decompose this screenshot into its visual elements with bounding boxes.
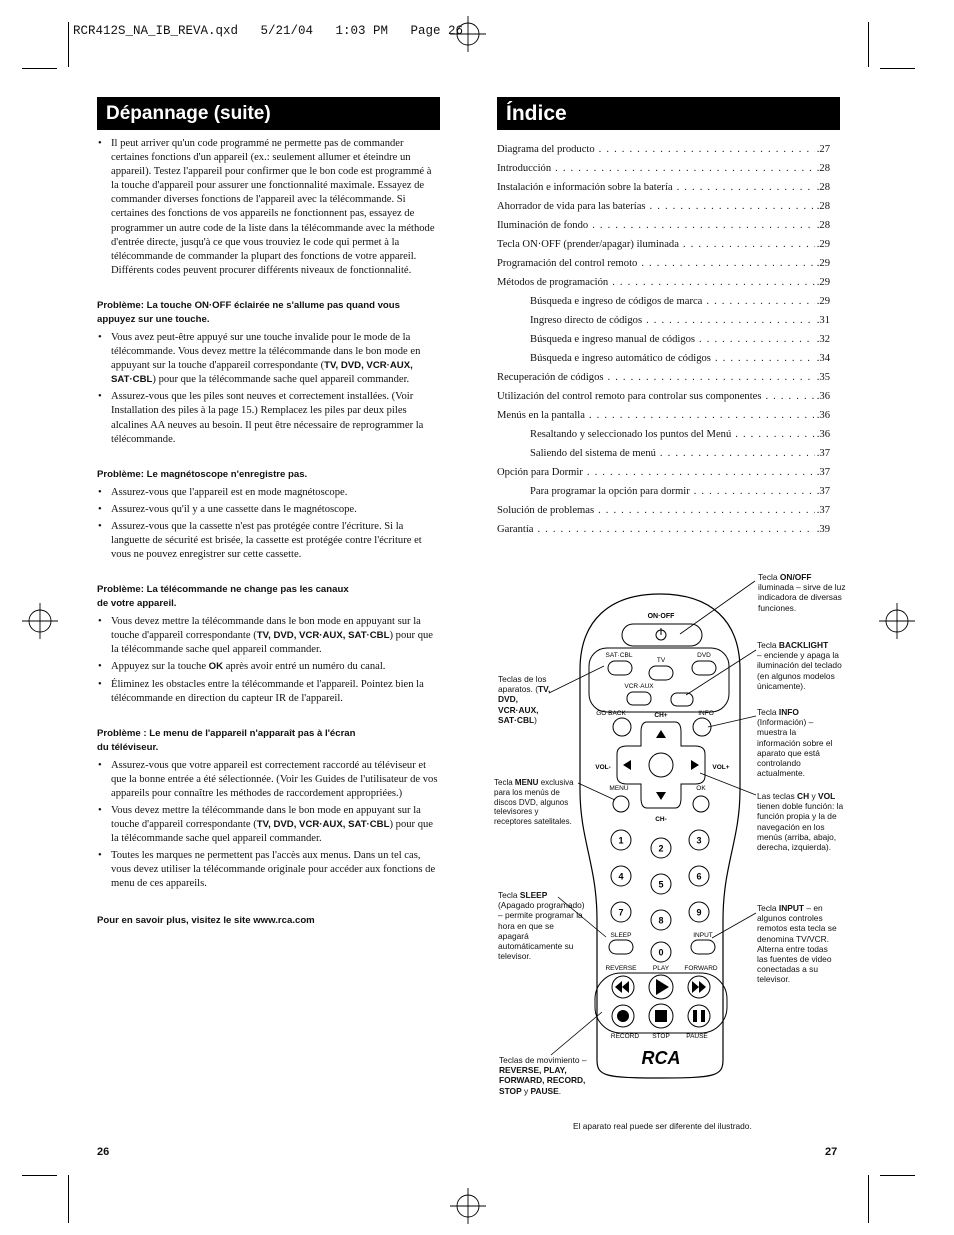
toc-entry-page: .28: [816, 182, 830, 193]
problem-heading: Problème: Le magnétoscope n'enregistre pas.: [97, 468, 308, 480]
toc-entry-title: Métodos de programación: [497, 277, 609, 288]
digit-label: 6: [696, 871, 702, 882]
forward-label: FORWARD: [684, 965, 718, 972]
toc-entry-title: Menús en la pantalla: [497, 410, 585, 421]
list-item: • Il peut arriver qu'un code programmé ne permette pas de commander certaines fonctions d'un appareil (ex.: seulement allumer et éteindre un appareil). Testez l'appareil pour confirmer que le bon code est programmé à la touche d'appareil pour assurer une fonctionnalité maximale. Essayez de commander diverses fonctions de l'appareil avec la télécommande. Si certaines des fonctions de vos appareils ne fonctionnent pas, essayez de programmer un autre code de la liste dans la télécommande avec la méthode d'entrée directe, jusqu'à ce que vous trouviez le code qui permet à la télécommande de commander la plupart des fonctions de votre appareil. Différents codes peuvent procurer différents niveaux de fonctionnalité.: [97, 137, 440, 278]
toc-entry-page: .28: [816, 163, 830, 174]
toc-entry-title: Garantía: [497, 524, 534, 535]
toc-entry-title: Opción para Dormir: [497, 467, 583, 478]
toc-entry-title: Programación del control remoto: [497, 258, 638, 269]
list-item: • Toutes les marques ne permettent pas l'accès aux menus. Dans un tel cas, vous devez utiliser la télécommande originale pour accéder aux fonctions de menu de ces appareils.: [97, 849, 440, 891]
ok-label: OK: [696, 785, 706, 792]
callout-backlight: Tecla BACKLIGHT – enciende y apaga la iluminación del teclado (en algunos modelos únicamente).: [757, 640, 842, 691]
toc-entry-title: Instalación e información sobre la batería: [497, 182, 673, 193]
toc-entry-page: .34: [816, 353, 830, 364]
disclaimer-note: El aparato real puede ser diferente del ilustrado.: [573, 1121, 752, 1131]
toc-entry-title: Búsqueda e ingreso manual de códigos: [530, 334, 696, 345]
toc-entry-title: Tecla ON·OFF (prender/apagar) iluminada: [497, 239, 679, 250]
callout-menu: Tecla MENU exclusiva para los menús de discos DVD, algunos televisores y receptores satelitales.: [494, 778, 574, 827]
toc-entry-title: Búsqueda e ingreso automático de códigos: [530, 353, 711, 364]
toc-entry-page: .35: [816, 372, 830, 383]
toc-entry-title: Ingreso directo de códigos: [530, 315, 643, 326]
toc-entry-page: .36: [816, 429, 830, 440]
page-number-left: 26: [97, 1146, 110, 1158]
go-back-label: GO BACK: [596, 710, 626, 717]
toc-entry-page: .28: [816, 201, 830, 212]
toc-entry-page: .32: [816, 334, 830, 345]
ch-plus-label: CH+: [654, 712, 668, 719]
list-item: • Assurez-vous que la cassette n'est pas protégée contre l'écriture. Si la languette de sécurité est brisée, la cassette est protégée contre l'écriture et vous ne pouvez enregistrer sur cette cassette.: [97, 520, 440, 562]
digit-label: 7: [618, 907, 624, 918]
toc-entry-title: Resaltando y seleccionado los puntos del Menú: [530, 429, 732, 440]
digit-label: 2: [658, 843, 664, 854]
callout-input: Tecla INPUT – en algunos controles remotos esta tecla se denomina TV/VCR. Alterna entre todas las fuentes de video conectadas a su televisor.: [757, 903, 837, 985]
callout-device-keys: Teclas de los aparatos. (TV, DVD, VCR·AUX, SAT·CBL): [498, 674, 551, 725]
list-item: • Vous devez mettre la télécommande dans le bon mode en appuyant sur la touche d'appareil correspondante (TV, DVD, VCR·AUX, SAT·CBL) pour que la télécommande sache quel appareil commander.: [97, 804, 440, 846]
toc-entry-page: .37: [816, 505, 830, 516]
digit-label: 8: [658, 915, 664, 926]
toc-entry-title: Saliendo del sistema de menú: [530, 448, 656, 459]
toc-entry-title: Búsqueda e ingreso de códigos de marca: [530, 296, 703, 307]
rca-logo: RCA: [641, 1048, 681, 1068]
toc-entry-title: Introducción: [497, 163, 552, 174]
vcr-aux-label: VCR·AUX: [624, 683, 654, 690]
toc-entry-title: Recuperación de códigos: [497, 372, 604, 383]
list-item: • Appuyez sur la touche OK après avoir entré un numéro du canal.: [97, 660, 440, 674]
toc-entry-page: .29: [816, 296, 830, 307]
toc-entry-page: .37: [816, 486, 830, 497]
stop-label: STOP: [652, 1033, 670, 1040]
toc-entry-page: .28: [816, 220, 830, 231]
sleep-label: SLEEP: [610, 932, 632, 939]
right-page-title: Índice: [497, 97, 840, 130]
left-page-title: Dépannage (suite): [97, 97, 440, 130]
digit-label: 5: [658, 879, 664, 890]
list-item: • Vous devez mettre la télécommande dans le bon mode en appuyant sur la touche d'appareil correspondante (TV, DVD, VCR·AUX, SAT·CBL) pour que la télécommande sache quel appareil commander.: [97, 615, 440, 657]
list-item: • Assurez-vous qu'il y a une cassette dans le magnétoscope.: [97, 503, 440, 517]
on-off-label: ON·OFF: [647, 613, 675, 620]
list-item: • Vous avez peut-être appuyé sur une touche invalide pour le mode de la télécommande. Vous devez mettre la télécommande dans le bon mode en appuyant sur la touche d'appareil correspondante (TV, DVD, VCR·AUX, SAT·CBL) pour que la télécommande sache quel appareil commander.: [97, 331, 440, 387]
menu-label: MENU: [609, 785, 629, 792]
toc-entry-page: .36: [816, 410, 830, 421]
toc-entry-title: Iluminación de fondo: [497, 220, 589, 231]
problem-heading: Problème: La télécommande ne change pas les canaux de votre appareil.: [97, 584, 349, 610]
vol-plus-label: VOL+: [712, 764, 730, 771]
tv-label: TV: [656, 657, 666, 664]
list-item: • Assurez-vous que votre appareil est correctement raccordé au téléviseur et que la bonne entrée a été sélectionnée. (Voir les Guides de l'utilisateur de vos appareils pour connaître les méthodes de raccordement appropriées.): [97, 759, 440, 801]
callout-on-off: Tecla ON/OFF iluminada – sirve de luz indicadora de diversas funciones.: [758, 572, 846, 613]
digit-label: 3: [696, 835, 702, 846]
record-label: RECORD: [610, 1033, 640, 1040]
toc-entry-page: .39: [816, 524, 830, 535]
toc-entry-page: .37: [816, 448, 830, 459]
problem-heading: Problème: La touche ON·OFF éclairée ne s'allume pas quand vous appuyez sur une touche.: [97, 299, 400, 325]
sat-cbl-label: SAT·CBL: [605, 652, 633, 659]
vol-minus-label: VOL-: [595, 764, 611, 771]
info-label: INFO: [698, 710, 714, 717]
callout-transport: Teclas de movimiento – REVERSE, PLAY, FORWARD, RECORD, STOP y PAUSE.: [499, 1055, 587, 1096]
toc-entry-page: .29: [816, 239, 830, 250]
list-item: • Assurez-vous que l'appareil est en mode magnétoscope.: [97, 486, 440, 500]
toc-entry-title: Ahorrador de vida para las baterías: [497, 201, 646, 212]
toc-entry-page: .36: [816, 391, 830, 402]
toc-entry-title: Solución de problemas: [497, 505, 595, 516]
toc-entry-page: .29: [816, 258, 830, 269]
input-label: INPUT: [693, 932, 713, 939]
pause-label: PAUSE: [686, 1033, 708, 1040]
toc-entry-page: .31: [816, 315, 830, 326]
list-item: • Assurez-vous que les piles sont neuves et correctement installées. (Voir Installation des piles à la page 15.) Remplacez les piles par deux piles alcalines AA neuves au besoin. Il peut être nécessaire de reprogrammer la télécommande.: [97, 390, 440, 446]
digit-label: 1: [618, 835, 624, 846]
file-slug: RCR412S_NA_IB_REVA.qxd 5/21/04 1:03 PM Page 26: [73, 24, 464, 38]
page-number-right: 27: [825, 1146, 838, 1158]
toc-entry-title: Para programar la opción para dormir: [530, 486, 690, 497]
list-item: • Éliminez les obstacles entre la télécommande et l'appareil. Pointez bien la télécommande en direction du capteur IR de l'appareil.: [97, 678, 440, 706]
toc-entry-title: Diagrama del producto: [497, 144, 595, 155]
toc-entry-page: .29: [816, 277, 830, 288]
toc-entry-page: .27: [816, 144, 830, 155]
callout-sleep: Tecla SLEEP (Apagado programado) – permite programar la hora en que se apagará automáticamente su televisor.: [498, 890, 585, 962]
website-note: Pour en savoir plus, visitez le site www.rca.com: [97, 914, 315, 926]
callout-ch-vol: Las teclas CH y VOL tienen doble función: la función propia y la de navegación en los menús (arriba, abajo, derecha, izquierda).: [757, 791, 844, 853]
ch-minus-label: CH-: [655, 816, 667, 823]
toc-entry-title: Utilización del control remoto para controlar sus componentes: [497, 391, 762, 402]
digit-label: 9: [696, 907, 702, 918]
callout-info: Tecla INFO (Información) – muestra la información sobre el aparato que está controlando actualmente.: [757, 707, 833, 779]
problem-heading: Problème : Le menu de l'appareil n'apparaît pas à l'écran du téléviseur.: [97, 727, 356, 753]
reverse-label: REVERSE: [605, 965, 637, 972]
dvd-label: DVD: [697, 652, 711, 659]
digit-label: 0: [658, 947, 664, 958]
toc-entry-page: .37: [816, 467, 830, 478]
digit-label: 4: [618, 871, 624, 882]
play-label: PLAY: [652, 965, 670, 972]
